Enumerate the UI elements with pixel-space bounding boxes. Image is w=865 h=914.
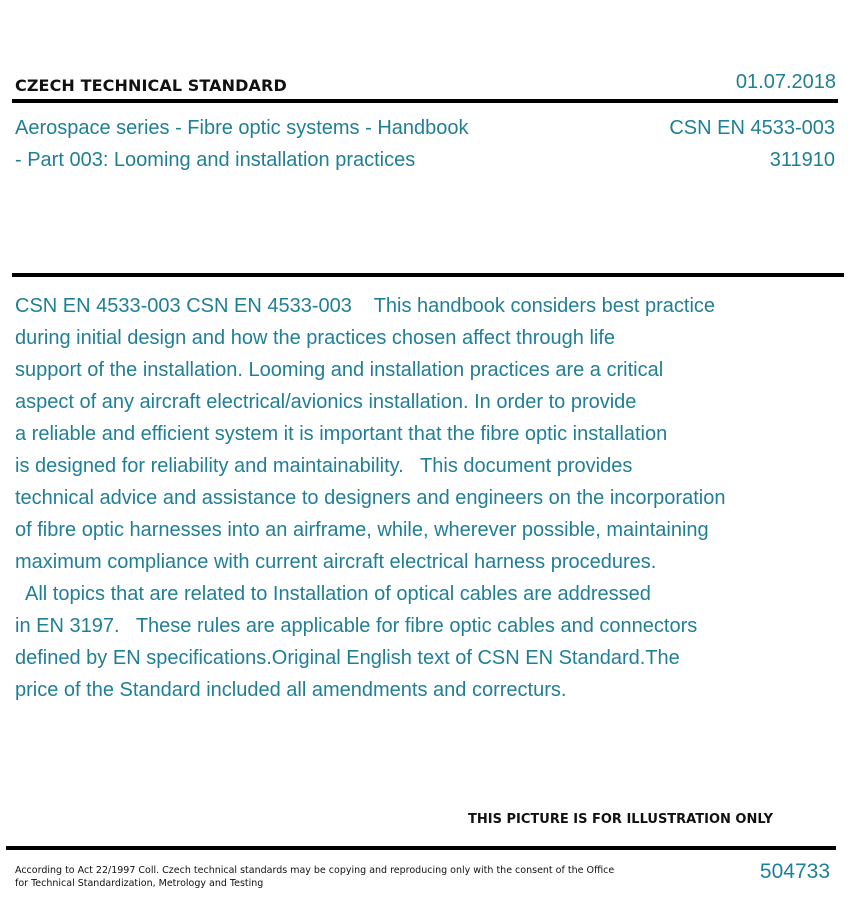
- legal-notice-line: According to Act 22/1997 Coll. Czech technical standards may be copying and reproducing only with the consent of the Office: [15, 865, 615, 876]
- description-line: a reliable and efficient system it is important that the fibre optic installation: [15, 423, 668, 445]
- description-line: defined by EN specifications.Original English text of CSN EN Standard.The: [15, 647, 680, 669]
- description-line: maximum compliance with current aircraft electrical harness procedures.: [15, 551, 657, 573]
- footer-divider: [6, 846, 836, 850]
- description-line: in EN 3197. These rules are applicable for fibre optic cables and connectors: [15, 615, 698, 637]
- title-divider: [12, 273, 844, 277]
- header-divider: [12, 99, 838, 103]
- description-line: technical advice and assistance to designers and engineers on the incorporation: [15, 487, 726, 509]
- publication-date: 01.07.2018: [735, 71, 836, 93]
- description-line: price of the Standard included all amendments and correcturs.: [15, 679, 567, 701]
- illustration-disclaimer: THIS PICTURE IS FOR ILLUSTRATION ONLY: [468, 812, 773, 827]
- legal-notice: [15, 864, 615, 890]
- description-line: aspect of any aircraft electrical/avionics installation. In order to provide: [15, 391, 637, 413]
- description-line: support of the installation. Looming and installation practices are a critical: [15, 359, 664, 381]
- product-number: 504733: [759, 860, 830, 883]
- standard-code: CSN EN 4533-003: [669, 117, 835, 139]
- standard-description: [15, 290, 815, 706]
- description-line: of fibre optic harnesses into an airframe, while, wherever possible, maintaining: [15, 519, 709, 541]
- description-line: CSN EN 4533-003 CSN EN 4533-003 This handbook considers best practice: [15, 295, 716, 317]
- legal-notice-line: for Technical Standardization, Metrology and Testing: [15, 878, 264, 889]
- description-line: during initial design and how the practices chosen affect through life: [15, 327, 616, 349]
- standard-type-label: CZECH TECHNICAL STANDARD: [15, 76, 287, 95]
- standard-title-line-2: - Part 003: Looming and installation practices: [15, 149, 416, 171]
- class-number: 311910: [769, 149, 835, 171]
- standard-title-line-1: Aerospace series - Fibre optic systems - Handbook: [15, 117, 469, 139]
- description-line: is designed for reliability and maintainability. This document provides: [15, 455, 633, 477]
- description-line: All topics that are related to Installation of optical cables are addressed: [15, 583, 651, 605]
